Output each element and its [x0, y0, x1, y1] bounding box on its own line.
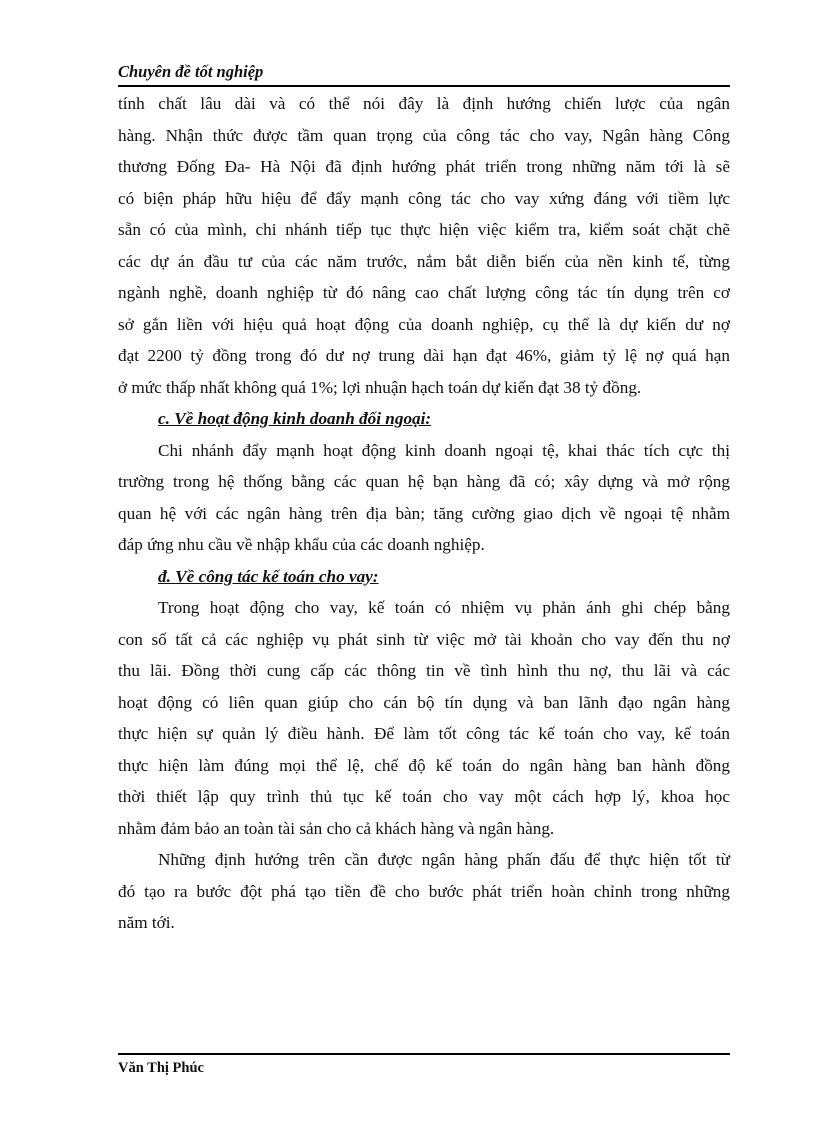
- text-line: hoạt động có liên quan giúp cho cán bộ tín dụng và ban lãnh đạo ngân hàng: [118, 692, 730, 712]
- text-line: sẵn có của mình, chi nhánh tiếp tục thực hiện việc kiểm tra, kiểm soát chặt chẽ: [118, 220, 730, 239]
- footer-author: Văn Thị Phúc: [118, 1060, 204, 1076]
- section-c-paragraph: [118, 435, 730, 561]
- document-body: [118, 88, 730, 939]
- text-line: đó tạo ra bước đột phá tạo tiền đề cho bước phát triển hoàn chỉnh trong những: [118, 881, 730, 901]
- section-d-paragraph: [118, 592, 730, 844]
- paragraph-continuation: [118, 88, 730, 403]
- closing-paragraph: [118, 844, 730, 939]
- text-line: Những định hướng trên cần được ngân hàng phấn đấu để thực hiện tốt từ: [158, 850, 730, 869]
- text-line: tính chất lâu dài và có thể nói đây là định hướng chiến lược của ngân: [118, 94, 730, 113]
- text-line: nhằm đảm bảo an toàn tài sản cho cả khách hàng và ngân hàng.: [118, 818, 555, 838]
- text-line: có biện pháp hữu hiệu để đẩy mạnh công tác cho vay xứng đáng với tiềm lực: [118, 188, 730, 208]
- text-line: thời thiết lập quy trình thủ tục kế toán cho vay một cách hợp lý, khoa học: [118, 787, 730, 806]
- text-line: quan hệ với các ngân hàng trên địa bàn; tăng cường giao dịch về ngoại tệ nhằm: [118, 503, 730, 523]
- text-line: con số tất cả các nghiệp vụ phát sinh từ việc mở tài khoản cho vay đến thu nợ: [118, 629, 730, 649]
- text-line: Trong hoạt động cho vay, kế toán có nhiệm vụ phản ánh ghi chép bằng: [158, 598, 730, 617]
- text-line: ở mức thấp nhất không quá 1%; lợi nhuận hạch toán dự kiến đạt 38 tỷ đồng.: [118, 377, 642, 397]
- text-line: Chi nhánh đẩy mạnh hoạt động kinh doanh ngoại tệ, khai thác tích cực thị: [158, 440, 730, 460]
- page-header: [118, 58, 730, 87]
- header-title: Chuyên đề tốt nghiệp: [118, 62, 264, 81]
- text-line: thực hiện làm đúng mọi thể lệ, chế độ kế toán do ngân hàng ban hành đồng: [118, 755, 730, 775]
- section-heading-d: đ. Về công tác kế toán cho vay:: [158, 566, 379, 586]
- text-line: thực hiện sự quản lý điều hành. Để làm tốt công tác kế toán cho vay, kế toán: [118, 724, 730, 743]
- text-line: ngành nghề, doanh nghiệp từ đó nâng cao chất lượng công tác tín dụng trên cơ: [118, 283, 730, 302]
- page-footer: [118, 1053, 730, 1076]
- text-line: thương Đống Đa- Hà Nội đã định hướng phát triển trong những năm tới là sẽ: [118, 157, 730, 176]
- text-line: thu lãi. Đồng thời cung cấp các thông tin về tình hình thu nợ, thu lãi và các: [118, 661, 730, 680]
- text-line: đáp ứng nhu cầu về nhập khẩu của các doanh nghiệp.: [118, 535, 485, 554]
- text-line: các dự án đầu tư của các năm trước, nắm bắt diễn biến của nền kinh tế, từng: [118, 251, 730, 271]
- text-line: đạt 2200 tỷ đồng trong đó dư nợ trung dài hạn đạt 46%, giảm tỷ lệ nợ quá hạn: [118, 346, 730, 365]
- section-heading-c: c. Về hoạt động kinh doanh đối ngoại:: [158, 409, 432, 428]
- text-line: hàng. Nhận thức được tầm quan trọng của công tác cho vay, Ngân hàng Công: [118, 125, 730, 145]
- text-line: năm tới.: [118, 913, 175, 932]
- text-line: trường trong hệ thống bằng các quan hệ bạn hàng đã có; xây dựng và mở rộng: [118, 472, 730, 491]
- text-line: sở gắn liền với hiệu quả hoạt động của doanh nghiệp, cụ thể là dự kiến dư nợ: [118, 314, 730, 334]
